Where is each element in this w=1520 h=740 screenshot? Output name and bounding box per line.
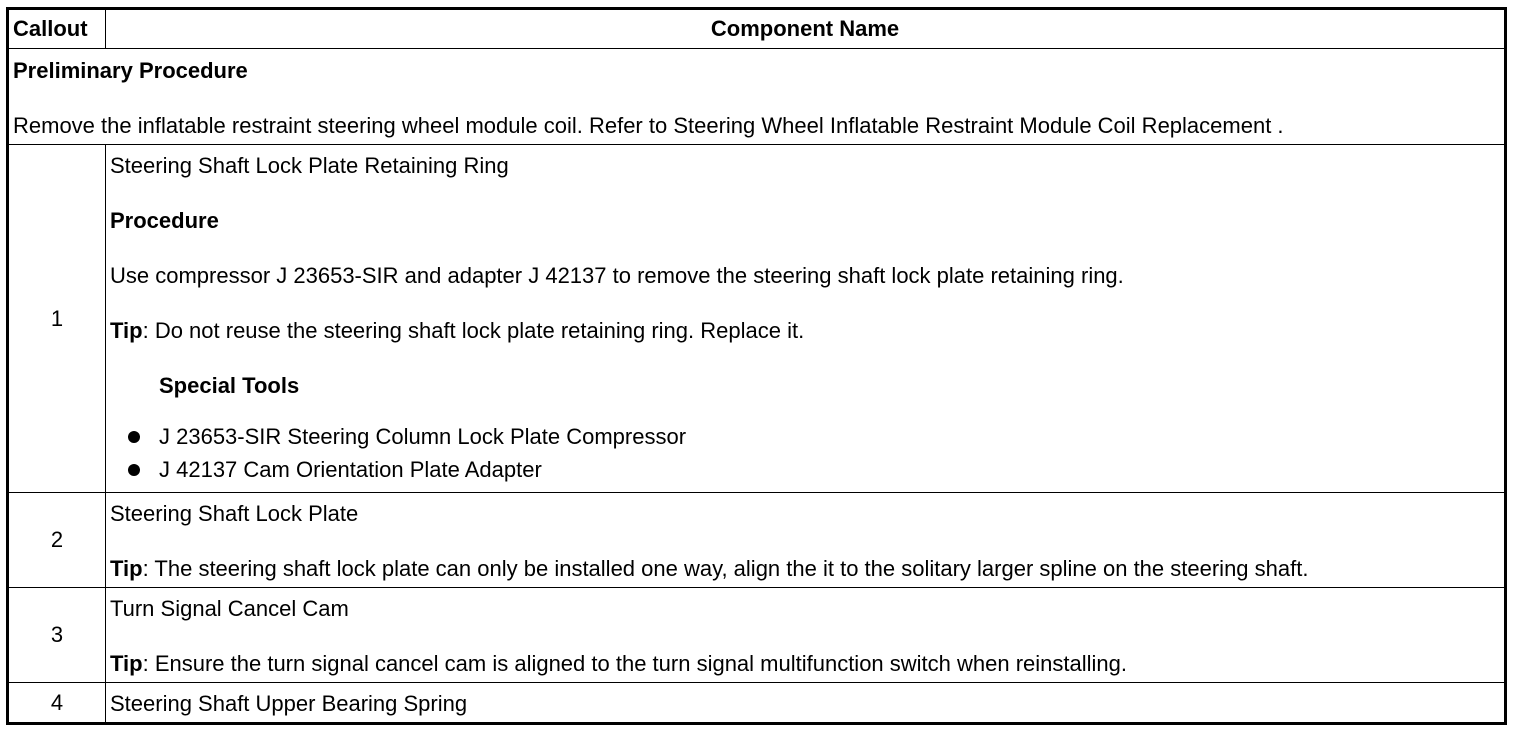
special-tools-list xyxy=(110,420,1500,486)
callout-number: 4 xyxy=(8,683,106,724)
tip-label: Tip xyxy=(110,318,143,343)
table-row xyxy=(8,588,1506,683)
tip-body: : Do not reuse the steering shaft lock plate retaining ring. Replace it. xyxy=(142,318,805,343)
tool-label: J 23653-SIR Steering Column Lock Plate Compressor xyxy=(159,424,687,449)
table-row xyxy=(8,145,1506,493)
table-row xyxy=(8,683,1506,724)
list-item xyxy=(128,453,1500,486)
tip-text xyxy=(110,318,1500,343)
tool-label: J 42137 Cam Orientation Plate Adapter xyxy=(159,457,542,482)
procedure-text: Use compressor J 23653-SIR and adapter J 42137 to remove the steering shaft lock plate retaining ring. xyxy=(110,263,1124,288)
preliminary-text: Remove the inflatable restraint steering wheel module coil. Refer to Steering Wheel Inflatable Restraint Module Coil Replacement . xyxy=(13,113,1284,138)
tip-body: : Ensure the turn signal cancel cam is aligned to the turn signal multifunction switch when reinstalling. xyxy=(142,651,1127,676)
component-name-header: Component Name xyxy=(106,9,1506,49)
callout-number: 2 xyxy=(8,493,106,588)
procedure-title: Procedure xyxy=(110,208,219,233)
list-item xyxy=(128,420,1500,453)
preliminary-title: Preliminary Procedure xyxy=(13,58,248,83)
tip-text xyxy=(110,651,1500,676)
table-row xyxy=(8,493,1506,588)
bullet-icon xyxy=(128,431,140,443)
bullet-icon xyxy=(128,464,140,476)
tip-label: Tip xyxy=(110,556,143,581)
component-name: Steering Shaft Upper Bearing Spring xyxy=(110,691,468,716)
callout-number: 1 xyxy=(8,145,106,493)
preliminary-cell xyxy=(8,49,1506,145)
component-cell xyxy=(106,493,1506,588)
callout-header: Callout xyxy=(8,9,106,49)
component-name: Steering Shaft Lock Plate Retaining Ring xyxy=(110,153,509,178)
callout-number: 3 xyxy=(8,588,106,683)
preliminary-row xyxy=(8,49,1506,145)
component-cell xyxy=(106,145,1506,493)
component-cell xyxy=(106,588,1506,683)
tip-label: Tip xyxy=(110,651,143,676)
tip-body: : The steering shaft lock plate can only be installed one way, align the it to the solitary larger spline on the steering shaft. xyxy=(142,556,1309,581)
special-tools-title: Special Tools xyxy=(159,373,300,398)
component-cell xyxy=(106,683,1506,724)
component-table xyxy=(6,7,1507,725)
component-name: Steering Shaft Lock Plate xyxy=(110,501,359,526)
component-name: Turn Signal Cancel Cam xyxy=(110,596,349,621)
table-header-row xyxy=(8,9,1506,49)
tip-text xyxy=(110,556,1500,581)
